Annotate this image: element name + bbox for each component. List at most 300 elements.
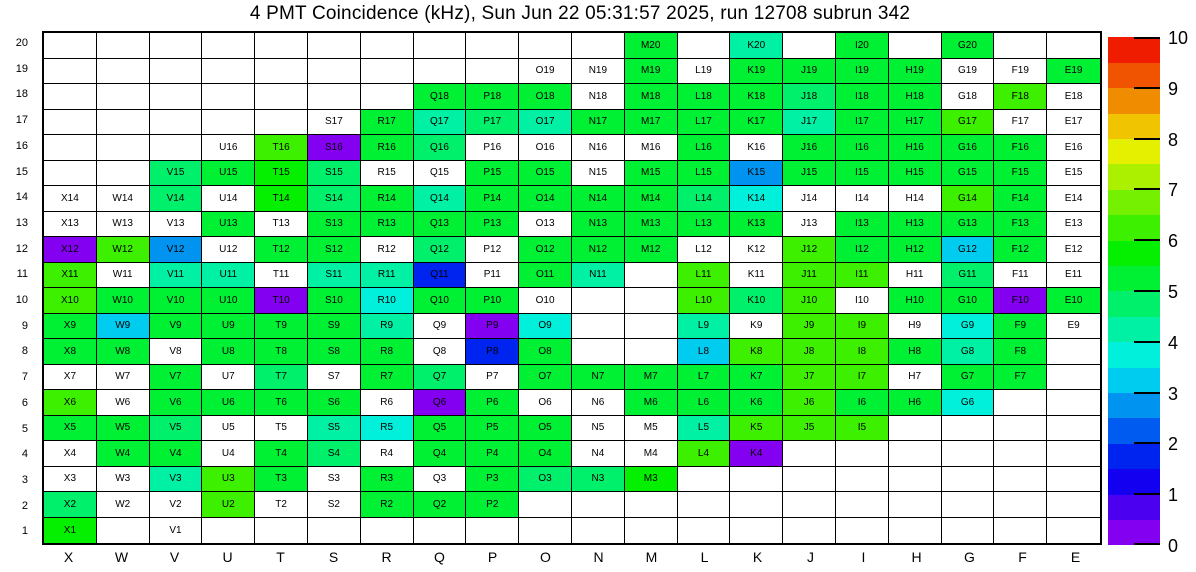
- cell-I17: I17: [836, 110, 889, 136]
- cell-R15: R15: [361, 161, 414, 187]
- colorbar-band: [1108, 316, 1160, 342]
- y-tick-7: 7: [21, 371, 28, 384]
- cell-I12: I12: [836, 237, 889, 263]
- cell-V1: V1: [150, 518, 203, 544]
- y-tick-8: 8: [21, 345, 28, 358]
- cell-empty: [942, 518, 995, 544]
- cell-M19: M19: [625, 59, 678, 85]
- cell-I10: I10: [836, 288, 889, 314]
- cell-Q12: Q12: [414, 237, 467, 263]
- cell-empty: [308, 59, 361, 85]
- cell-empty: [255, 59, 308, 85]
- cell-M7: M7: [625, 365, 678, 391]
- cell-E16: E16: [1047, 135, 1100, 161]
- cell-K15: K15: [730, 161, 783, 187]
- cell-M5: M5: [625, 416, 678, 442]
- cell-H14: H14: [889, 186, 942, 212]
- cell-empty: [44, 84, 97, 110]
- cell-empty: [942, 441, 995, 467]
- cell-empty: [889, 441, 942, 467]
- cell-G15: G15: [942, 161, 995, 187]
- cell-empty: [97, 84, 150, 110]
- cell-T12: T12: [255, 237, 308, 263]
- cell-empty: [519, 518, 572, 544]
- cell-L12: L12: [678, 237, 731, 263]
- x-tick-U: U: [222, 549, 233, 565]
- cell-V5: V5: [150, 416, 203, 442]
- cell-G13: G13: [942, 212, 995, 238]
- cell-J18: J18: [783, 84, 836, 110]
- cell-W14: W14: [97, 186, 150, 212]
- x-tick-P: P: [487, 549, 498, 565]
- cell-U4: U4: [202, 441, 255, 467]
- cell-empty: [730, 492, 783, 518]
- cell-empty: [414, 33, 467, 59]
- cell-empty: [572, 314, 625, 340]
- cell-V10: V10: [150, 288, 203, 314]
- cell-H10: H10: [889, 288, 942, 314]
- cell-empty: [625, 339, 678, 365]
- colorbar-band: [1108, 520, 1160, 546]
- cell-empty: [150, 135, 203, 161]
- cell-W12: W12: [97, 237, 150, 263]
- cell-V3: V3: [150, 467, 203, 493]
- cell-U11: U11: [202, 263, 255, 289]
- cell-X9: X9: [44, 314, 97, 340]
- cell-empty: [836, 467, 889, 493]
- cell-S6: S6: [308, 390, 361, 416]
- x-tick-S: S: [328, 549, 339, 565]
- cell-L5: L5: [678, 416, 731, 442]
- cell-M4: M4: [625, 441, 678, 467]
- cell-empty: [625, 314, 678, 340]
- cell-Q17: Q17: [414, 110, 467, 136]
- cell-empty: [994, 416, 1047, 442]
- cell-I15: I15: [836, 161, 889, 187]
- cell-J7: J7: [783, 365, 836, 391]
- cell-S5: S5: [308, 416, 361, 442]
- cell-F17: F17: [994, 110, 1047, 136]
- cell-T4: T4: [255, 441, 308, 467]
- cell-empty: [202, 59, 255, 85]
- y-tick-17: 17: [15, 114, 28, 127]
- x-tick-O: O: [540, 549, 551, 565]
- cell-empty: [97, 161, 150, 187]
- cell-L10: L10: [678, 288, 731, 314]
- cell-V12: V12: [150, 237, 203, 263]
- cell-H6: H6: [889, 390, 942, 416]
- cell-W3: W3: [97, 467, 150, 493]
- cell-empty: [97, 518, 150, 544]
- cell-N7: N7: [572, 365, 625, 391]
- cell-W5: W5: [97, 416, 150, 442]
- cell-empty: [308, 518, 361, 544]
- cell-empty: [519, 33, 572, 59]
- cell-F15: F15: [994, 161, 1047, 187]
- cell-F13: F13: [994, 212, 1047, 238]
- cell-K4: K4: [730, 441, 783, 467]
- cell-T9: T9: [255, 314, 308, 340]
- cell-O10: O10: [519, 288, 572, 314]
- cell-F11: F11: [994, 263, 1047, 289]
- cell-E17: E17: [1047, 110, 1100, 136]
- cell-empty: [1047, 33, 1100, 59]
- cell-I6: I6: [836, 390, 889, 416]
- y-tick-20: 20: [15, 37, 28, 49]
- cell-H16: H16: [889, 135, 942, 161]
- cell-empty: [255, 110, 308, 136]
- cell-M18: M18: [625, 84, 678, 110]
- cell-K7: K7: [730, 365, 783, 391]
- cell-P15: P15: [466, 161, 519, 187]
- cell-empty: [1047, 390, 1100, 416]
- cell-empty: [361, 33, 414, 59]
- cell-N5: N5: [572, 416, 625, 442]
- cell-S2: S2: [308, 492, 361, 518]
- colorbar-band: [1108, 139, 1160, 165]
- cell-empty: [625, 288, 678, 314]
- cell-S15: S15: [308, 161, 361, 187]
- cell-K11: K11: [730, 263, 783, 289]
- cell-L9: L9: [678, 314, 731, 340]
- cell-K10: K10: [730, 288, 783, 314]
- cell-S17: S17: [308, 110, 361, 136]
- colorbar-tick: [1134, 442, 1160, 444]
- cell-empty: [994, 467, 1047, 493]
- cell-J11: J11: [783, 263, 836, 289]
- cell-F9: F9: [994, 314, 1047, 340]
- cell-W2: W2: [97, 492, 150, 518]
- cell-empty: [44, 33, 97, 59]
- cell-S11: S11: [308, 263, 361, 289]
- cell-S12: S12: [308, 237, 361, 263]
- cell-R4: R4: [361, 441, 414, 467]
- cell-L16: L16: [678, 135, 731, 161]
- x-tick-R: R: [381, 549, 392, 565]
- cell-empty: [202, 33, 255, 59]
- cell-M16: M16: [625, 135, 678, 161]
- cell-K14: K14: [730, 186, 783, 212]
- cell-W10: W10: [97, 288, 150, 314]
- cell-N16: N16: [572, 135, 625, 161]
- cell-O13: O13: [519, 212, 572, 238]
- cell-I16: I16: [836, 135, 889, 161]
- x-tick-E: E: [1070, 549, 1081, 565]
- cell-F10: F10: [994, 288, 1047, 314]
- x-tick-X: X: [63, 549, 74, 565]
- cell-J6: J6: [783, 390, 836, 416]
- cell-V7: V7: [150, 365, 203, 391]
- y-tick-13: 13: [15, 216, 28, 229]
- cell-F16: F16: [994, 135, 1047, 161]
- cell-K6: K6: [730, 390, 783, 416]
- cell-empty: [44, 110, 97, 136]
- colorbar-tick: [1134, 87, 1160, 89]
- cell-K20: K20: [730, 33, 783, 59]
- colorbar-tick: [1134, 188, 1160, 190]
- cell-empty: [942, 416, 995, 442]
- cell-empty: [889, 416, 942, 442]
- cell-empty: [44, 135, 97, 161]
- cell-O17: O17: [519, 110, 572, 136]
- cell-Q18: Q18: [414, 84, 467, 110]
- cell-I14: I14: [836, 186, 889, 212]
- cell-empty: [783, 441, 836, 467]
- cell-U9: U9: [202, 314, 255, 340]
- x-tick-G: G: [964, 549, 975, 565]
- cell-U12: U12: [202, 237, 255, 263]
- cell-I19: I19: [836, 59, 889, 85]
- cell-T3: T3: [255, 467, 308, 493]
- cell-empty: [97, 135, 150, 161]
- cell-E10: E10: [1047, 288, 1100, 314]
- cell-empty: [1047, 441, 1100, 467]
- cell-empty: [783, 492, 836, 518]
- cell-empty: [889, 33, 942, 59]
- colorbar-tick: [1134, 341, 1160, 343]
- cell-E18: E18: [1047, 84, 1100, 110]
- cell-F19: F19: [994, 59, 1047, 85]
- cell-P2: P2: [466, 492, 519, 518]
- cell-H12: H12: [889, 237, 942, 263]
- cell-W8: W8: [97, 339, 150, 365]
- cell-V11: V11: [150, 263, 203, 289]
- cell-X14: X14: [44, 186, 97, 212]
- cell-empty: [678, 467, 731, 493]
- cell-empty: [994, 492, 1047, 518]
- cell-H19: H19: [889, 59, 942, 85]
- cell-R16: R16: [361, 135, 414, 161]
- cell-G18: G18: [942, 84, 995, 110]
- cell-M12: M12: [625, 237, 678, 263]
- cell-G9: G9: [942, 314, 995, 340]
- colorbar-band: [1108, 342, 1160, 368]
- colorbar-tick: [1134, 493, 1160, 495]
- cell-O16: O16: [519, 135, 572, 161]
- x-tick-N: N: [593, 549, 604, 565]
- y-tick-18: 18: [15, 88, 28, 101]
- cell-U7: U7: [202, 365, 255, 391]
- cell-empty: [1047, 492, 1100, 518]
- colorbar-tick: [1134, 290, 1160, 292]
- cell-empty: [783, 33, 836, 59]
- cell-X11: X11: [44, 263, 97, 289]
- cell-S10: S10: [308, 288, 361, 314]
- cell-I8: I8: [836, 339, 889, 365]
- cell-K5: K5: [730, 416, 783, 442]
- cell-empty: [97, 33, 150, 59]
- cell-O18: O18: [519, 84, 572, 110]
- cell-V2: V2: [150, 492, 203, 518]
- cell-R6: R6: [361, 390, 414, 416]
- cell-T13: T13: [255, 212, 308, 238]
- cell-F12: F12: [994, 237, 1047, 263]
- cell-empty: [678, 518, 731, 544]
- cell-T15: T15: [255, 161, 308, 187]
- colorbar-band: [1108, 469, 1160, 495]
- cell-empty: [414, 518, 467, 544]
- cell-empty: [994, 441, 1047, 467]
- cell-empty: [97, 59, 150, 85]
- cell-empty: [150, 84, 203, 110]
- cell-W7: W7: [97, 365, 150, 391]
- cell-empty: [466, 33, 519, 59]
- cell-X6: X6: [44, 390, 97, 416]
- cell-K13: K13: [730, 212, 783, 238]
- cell-W6: W6: [97, 390, 150, 416]
- cell-O5: O5: [519, 416, 572, 442]
- cell-J8: J8: [783, 339, 836, 365]
- cell-empty: [836, 441, 889, 467]
- cell-empty: [730, 467, 783, 493]
- cell-N15: N15: [572, 161, 625, 187]
- cell-empty: [150, 110, 203, 136]
- cell-empty: [994, 518, 1047, 544]
- cell-E19: E19: [1047, 59, 1100, 85]
- cell-G6: G6: [942, 390, 995, 416]
- cell-R5: R5: [361, 416, 414, 442]
- cell-M20: M20: [625, 33, 678, 59]
- cell-G20: G20: [942, 33, 995, 59]
- cell-R14: R14: [361, 186, 414, 212]
- cell-H18: H18: [889, 84, 942, 110]
- cell-P10: P10: [466, 288, 519, 314]
- colorbar-tick: [1134, 37, 1160, 39]
- cell-P18: P18: [466, 84, 519, 110]
- y-tick-2: 2: [21, 499, 28, 512]
- cell-L19: L19: [678, 59, 731, 85]
- cell-S4: S4: [308, 441, 361, 467]
- colorbar-band: [1108, 88, 1160, 114]
- cell-H9: H9: [889, 314, 942, 340]
- colorbar-band: [1108, 37, 1160, 63]
- x-tick-J: J: [807, 549, 814, 565]
- x-tick-M: M: [645, 549, 658, 565]
- cell-G12: G12: [942, 237, 995, 263]
- cell-I7: I7: [836, 365, 889, 391]
- y-tick-9: 9: [21, 319, 28, 332]
- cell-O7: O7: [519, 365, 572, 391]
- cell-E12: E12: [1047, 237, 1100, 263]
- colorbar-label-10: 10: [1168, 28, 1189, 48]
- cell-T10: T10: [255, 288, 308, 314]
- cell-Q13: Q13: [414, 212, 467, 238]
- cell-empty: [1047, 365, 1100, 391]
- cell-T6: T6: [255, 390, 308, 416]
- cell-G8: G8: [942, 339, 995, 365]
- cell-J9: J9: [783, 314, 836, 340]
- cell-O14: O14: [519, 186, 572, 212]
- cell-E11: E11: [1047, 263, 1100, 289]
- cell-F7: F7: [994, 365, 1047, 391]
- cell-J15: J15: [783, 161, 836, 187]
- cell-T16: T16: [255, 135, 308, 161]
- cell-empty: [97, 110, 150, 136]
- cell-P14: P14: [466, 186, 519, 212]
- y-tick-6: 6: [21, 396, 28, 409]
- colorbar-label-2: 2: [1168, 434, 1179, 455]
- cell-M13: M13: [625, 212, 678, 238]
- cell-empty: [361, 518, 414, 544]
- colorbar-label-0: 0: [1168, 536, 1179, 556]
- cell-G11: G11: [942, 263, 995, 289]
- cell-X10: X10: [44, 288, 97, 314]
- cell-U10: U10: [202, 288, 255, 314]
- cell-M6: M6: [625, 390, 678, 416]
- cell-empty: [466, 59, 519, 85]
- cell-empty: [1047, 467, 1100, 493]
- cell-G17: G17: [942, 110, 995, 136]
- colorbar-tick: [1134, 392, 1160, 394]
- cell-I5: I5: [836, 416, 889, 442]
- colorbar-tick: [1134, 239, 1160, 241]
- cell-empty: [572, 33, 625, 59]
- cell-H8: H8: [889, 339, 942, 365]
- cell-T5: T5: [255, 416, 308, 442]
- colorbar-tick: [1134, 543, 1160, 545]
- cell-S16: S16: [308, 135, 361, 161]
- cell-empty: [414, 59, 467, 85]
- cell-empty: [150, 33, 203, 59]
- colorbar-label-6: 6: [1168, 231, 1179, 252]
- cell-empty: [1047, 416, 1100, 442]
- cell-empty: [308, 84, 361, 110]
- cell-U6: U6: [202, 390, 255, 416]
- cell-P17: P17: [466, 110, 519, 136]
- cell-L4: L4: [678, 441, 731, 467]
- cell-O6: O6: [519, 390, 572, 416]
- cell-empty: [572, 288, 625, 314]
- cell-R9: R9: [361, 314, 414, 340]
- cell-V14: V14: [150, 186, 203, 212]
- cell-P7: P7: [466, 365, 519, 391]
- cell-R11: R11: [361, 263, 414, 289]
- cell-U8: U8: [202, 339, 255, 365]
- cell-L11: L11: [678, 263, 731, 289]
- cell-X3: X3: [44, 467, 97, 493]
- cell-empty: [994, 33, 1047, 59]
- cell-S14: S14: [308, 186, 361, 212]
- cell-N11: N11: [572, 263, 625, 289]
- cell-empty: [1047, 518, 1100, 544]
- colorbar-label-5: 5: [1168, 282, 1179, 302]
- x-tick-K: K: [752, 549, 763, 565]
- cell-N4: N4: [572, 441, 625, 467]
- y-tick-15: 15: [15, 165, 28, 178]
- cell-K9: K9: [730, 314, 783, 340]
- cell-J19: J19: [783, 59, 836, 85]
- cell-I11: I11: [836, 263, 889, 289]
- cell-G10: G10: [942, 288, 995, 314]
- cell-empty: [572, 339, 625, 365]
- cell-K16: K16: [730, 135, 783, 161]
- cell-O4: O4: [519, 441, 572, 467]
- cell-N3: N3: [572, 467, 625, 493]
- colorbar: [1108, 28, 1189, 556]
- cell-P8: P8: [466, 339, 519, 365]
- colorbar-band: [1108, 189, 1160, 215]
- cell-V15: V15: [150, 161, 203, 187]
- colorbar-band: [1108, 113, 1160, 139]
- cell-T2: T2: [255, 492, 308, 518]
- cell-empty: [44, 161, 97, 187]
- cell-T8: T8: [255, 339, 308, 365]
- cell-empty: [519, 492, 572, 518]
- y-tick-12: 12: [15, 242, 28, 255]
- cell-empty: [572, 492, 625, 518]
- cell-J14: J14: [783, 186, 836, 212]
- y-tick-1: 1: [21, 525, 28, 538]
